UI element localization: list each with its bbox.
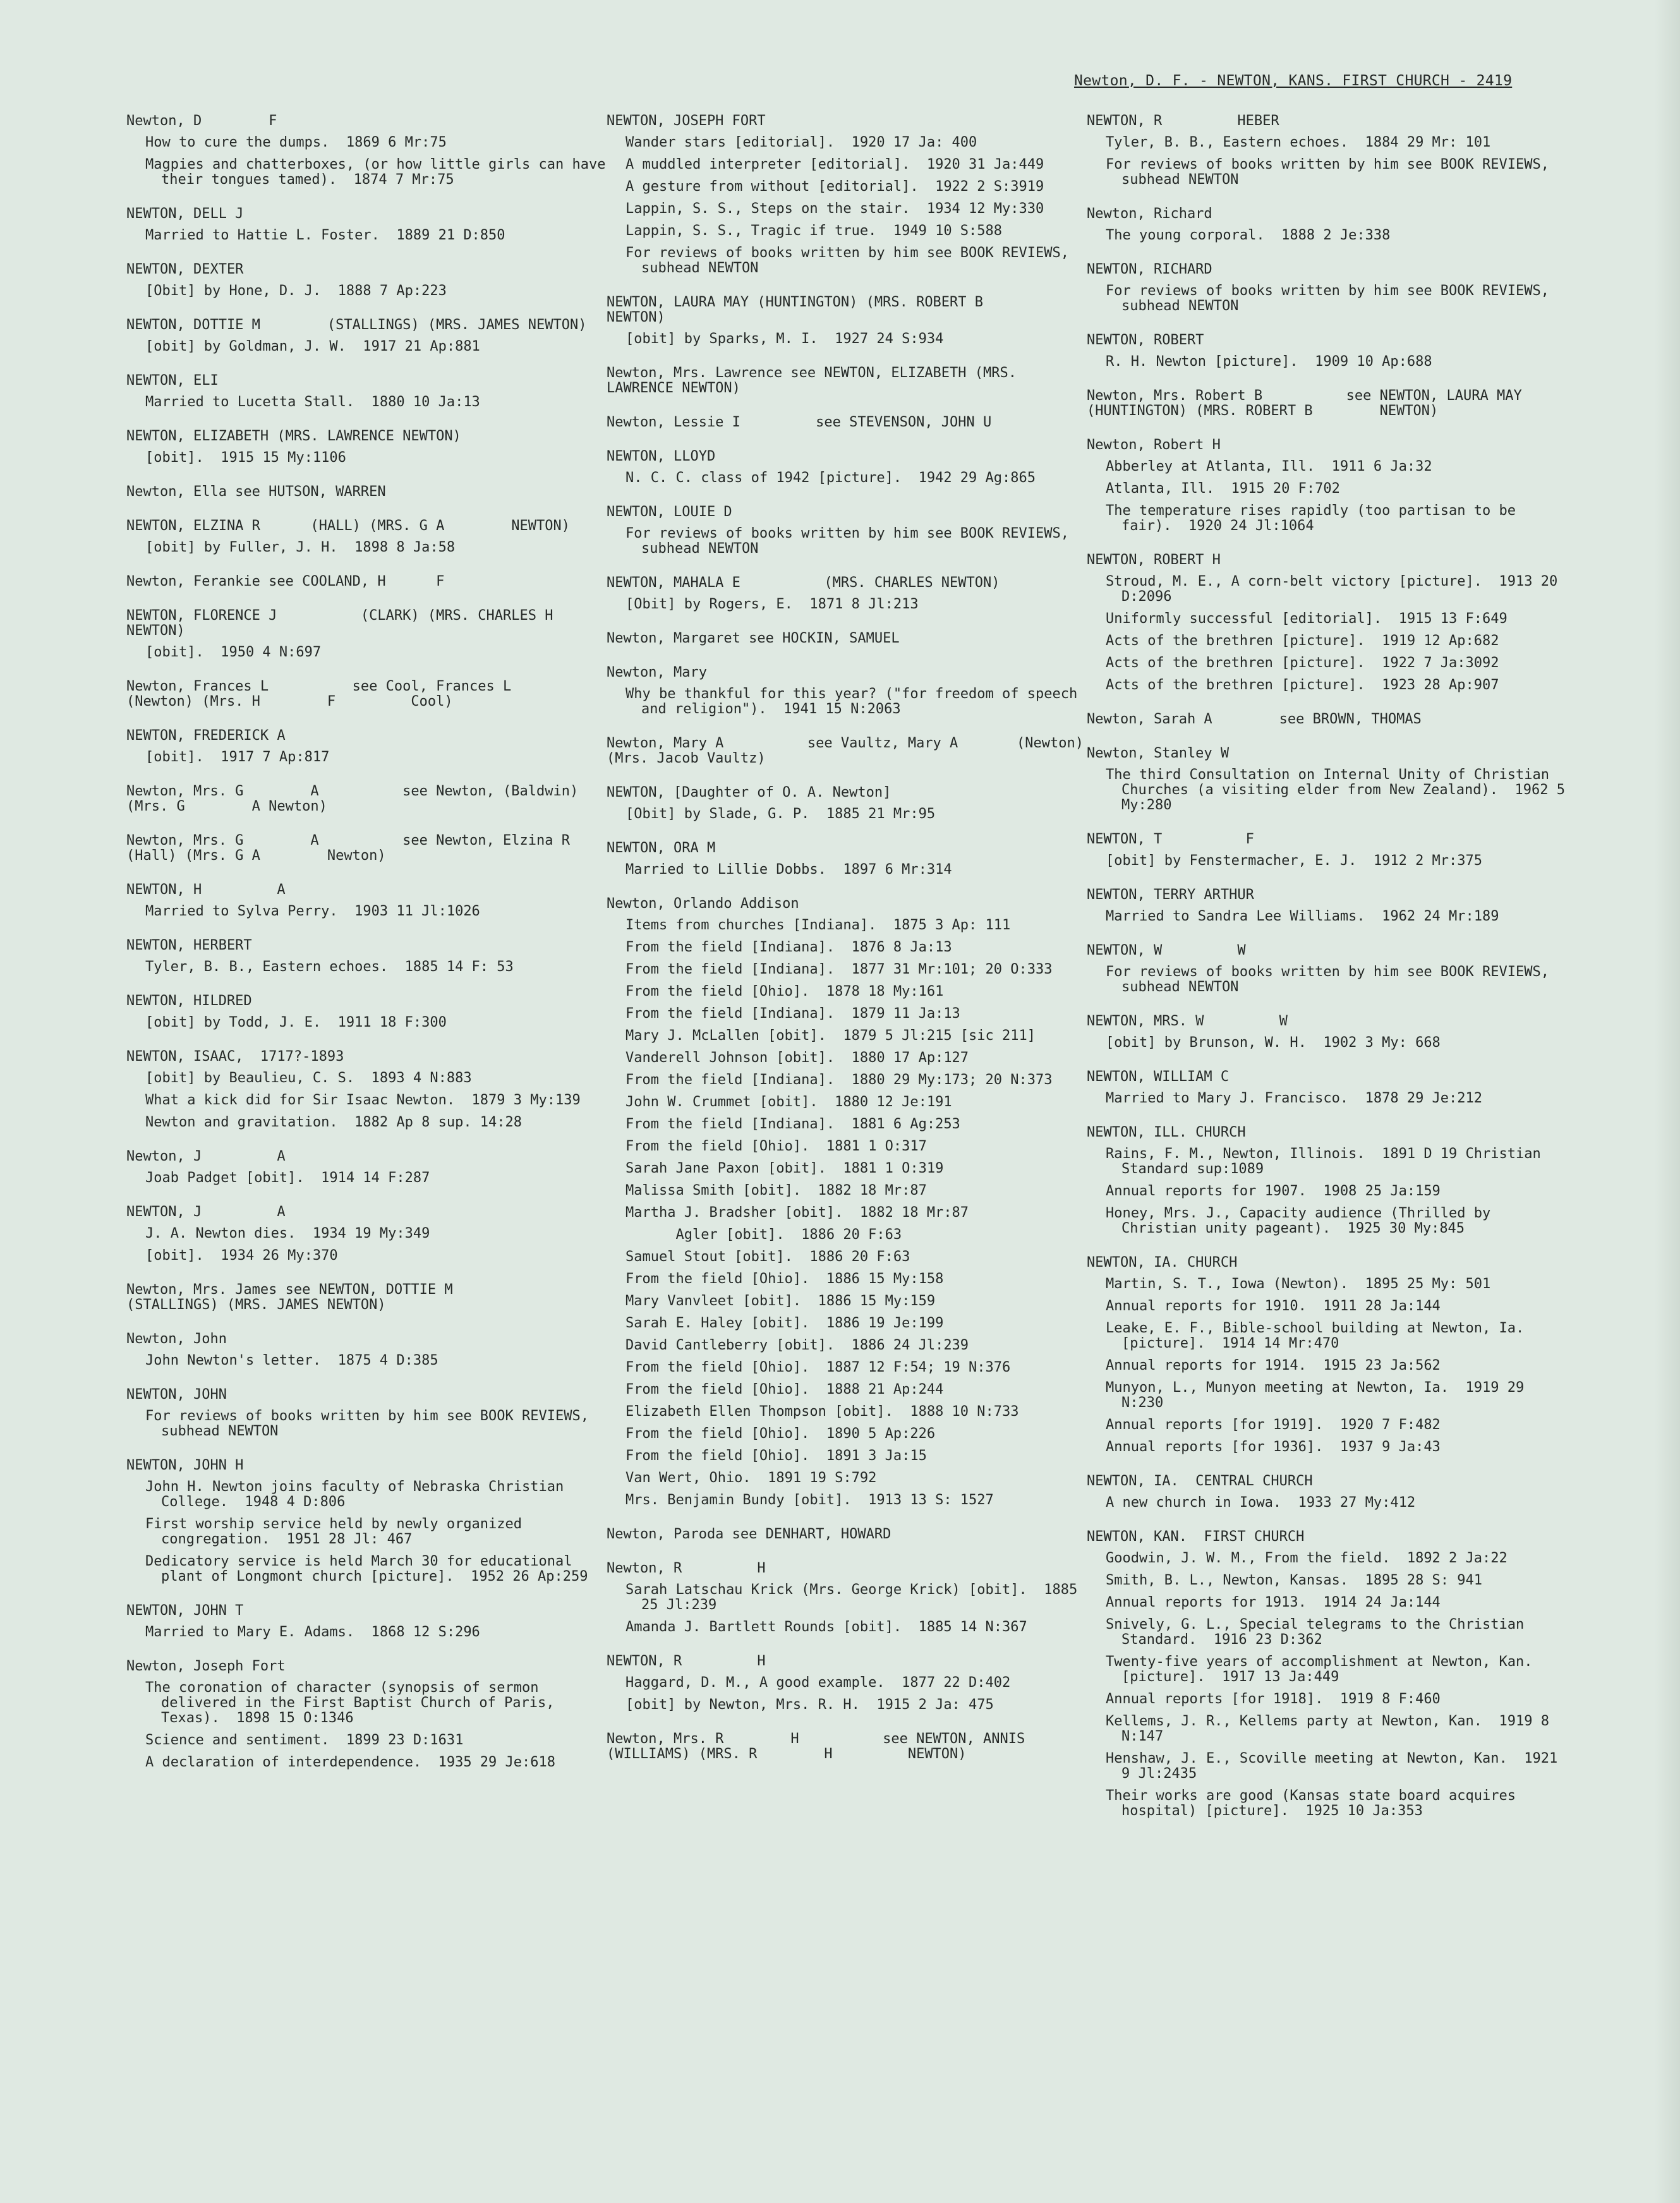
citation: From the field [Ohio]. 1886 15 My:158 (625, 1271, 944, 1287)
entry-heading: NEWTON, ELZINA R (HALL) (MRS. G A NEWTON) (126, 518, 570, 534)
citation: For reviews of books written by him see BOOK REVIEWS, subhead NEWTON (625, 245, 1078, 276)
citation: Lappin, S. S., Steps on the stair. 1934 12 My:330 (625, 201, 1044, 217)
citation: J. A. Newton dies. 1934 19 My:349 (145, 1226, 430, 1241)
citation: [obit]. 1934 26 My:370 (145, 1248, 338, 1264)
entry-heading: NEWTON, DELL J (126, 206, 244, 222)
citation: Sarah Latschau Krick (Mrs. George Krick) [obit]. 1885 25 Jl:239 (625, 1582, 1086, 1613)
citation: Snively, G. L., Special telegrams to the Christian Standard. 1916 23 D:362 (1106, 1617, 1533, 1648)
entry-heading: Newton, Ella see HUTSON, WARREN (126, 484, 386, 500)
entry-heading: NEWTON, KAN. FIRST CHURCH (1087, 1529, 1305, 1545)
entry-heading: Newton, Mary A see Vaultz, Mary A (Newton) (Mrs. Jacob Vaultz) (607, 735, 1092, 766)
citation: Agler [obit]. 1886 20 F:63 (625, 1227, 902, 1243)
citation: For reviews of books written by him see BOOK REVIEWS, subhead NEWTON (625, 526, 1078, 557)
index-entry (126, 938, 607, 975)
citation: Sarah E. Haley [obit]. 1886 19 Je:199 (625, 1315, 944, 1331)
entry-heading: Newton, Orlando Addison (607, 896, 799, 912)
citation: Annual reports for 1914. 1915 23 Ja:562 (1106, 1358, 1441, 1373)
citation: Haggard, D. M., A good example. 1877 22 D:402 (625, 1675, 1011, 1691)
citation: Acts of the brethren [picture]. 1919 12 Ap:682 (1106, 633, 1499, 649)
citation: [obit] by Fuller, J. H. 1898 8 Ja:58 (145, 540, 456, 555)
index-entry (1087, 262, 1567, 314)
index-entry (607, 1527, 1087, 1542)
citation: From the field [Indiana]. 1879 11 Ja:13 (625, 1006, 960, 1022)
entry-heading: NEWTON, MAHALA E (MRS. CHARLES NEWTON) (607, 575, 1000, 591)
citation: A gesture from without [editorial]. 1922 2 S:3919 (625, 179, 1044, 195)
citation: Atlanta, Ill. 1915 20 F:702 (1106, 481, 1340, 497)
citation: Annual reports for 1910. 1911 28 Ja:144 (1106, 1298, 1441, 1314)
index-entry (126, 994, 607, 1030)
citation: Items from churches [Indiana]. 1875 3 Ap: 111 (625, 917, 1011, 933)
citation: Kellems, J. R., Kellems party at Newton, Kan. 1919 8 N:147 (1106, 1713, 1558, 1744)
index-entry (607, 114, 1087, 276)
citation: Smith, B. L., Newton, Kansas. 1895 28 S: 941 (1106, 1572, 1483, 1588)
citation: [obit] by Todd, J. E. 1911 18 F:300 (145, 1015, 447, 1030)
index-entry (1087, 333, 1567, 370)
entry-heading: Newton, J A (126, 1149, 286, 1164)
entry-heading: NEWTON, JOHN T (126, 1603, 244, 1619)
entry-heading: NEWTON, R H (607, 1653, 766, 1669)
entry-heading: NEWTON, DEXTER (126, 262, 244, 277)
citation: Samuel Stout [obit]. 1886 20 F:63 (625, 1249, 910, 1265)
entry-heading: NEWTON, ELI (126, 373, 219, 389)
index-entry (607, 735, 1092, 766)
entry-heading: NEWTON, R HEBER (1087, 113, 1279, 129)
index-entry (1087, 888, 1567, 924)
page-edge-shadow (1655, 0, 1680, 2203)
citation: Dedicatory service is held March 30 for educational plant of Longmont church [picture]. 1952 26 Ap:259 (145, 1554, 588, 1584)
index-entry (607, 366, 1087, 396)
citation: Sarah Jane Paxon [obit]. 1881 1 O:319 (625, 1161, 944, 1176)
index-entry (126, 679, 607, 709)
citation: Rains, F. M., Newton, Illinois. 1891 D 19 Christian Standard sup:1089 (1106, 1146, 1549, 1177)
citation: Mrs. Benjamin Bundy [obit]. 1913 13 S: 1527 (625, 1492, 994, 1508)
citation: Married to Lucetta Stall. 1880 10 Ja:13 (145, 394, 480, 410)
entry-heading: Newton, Mrs. Robert B see NEWTON, LAURA MAY (HUNTINGTON) (MRS. ROBERT B NEWTON) (1087, 388, 1530, 419)
entry-heading: NEWTON, LOUIE D (607, 504, 732, 520)
entry-heading: NEWTON, W W (1087, 943, 1246, 958)
citation: Newton and gravitation. 1882 Ap 8 sup. 14:28 (145, 1114, 523, 1130)
index-entry (126, 1205, 607, 1264)
citation: Joab Padget [obit]. 1914 14 F:287 (145, 1170, 430, 1186)
citation: Amanda J. Bartlett Rounds [obit]. 1885 14 N:367 (625, 1619, 1027, 1635)
entry-heading: NEWTON, JOSEPH FORT (607, 113, 766, 129)
entry-heading: NEWTON, ILL. CHURCH (1087, 1125, 1246, 1140)
entry-heading: Newton, R H (607, 1560, 766, 1576)
entry-heading: Newton, Paroda see DENHART, HOWARD (607, 1526, 891, 1542)
citation: R. H. Newton [picture]. 1909 10 Ap:688 (1106, 354, 1432, 370)
index-entry (126, 262, 607, 299)
entry-heading: NEWTON, TERRY ARTHUR (1087, 887, 1254, 903)
citation: From the field [Ohio]. 1881 1 O:317 (625, 1138, 927, 1154)
index-entry (126, 1149, 607, 1186)
citation: [Obit] by Slade, G. P. 1885 21 Mr:95 (625, 806, 936, 822)
index-entry (126, 1387, 607, 1439)
entry-heading: Newton, Robert H (1087, 437, 1221, 453)
citation: Goodwin, J. W. M., From the field. 1892 2 Ja:22 (1106, 1550, 1508, 1566)
entry-heading: NEWTON, HILDRED (126, 993, 252, 1009)
citation: [obit] by Newton, Mrs. R. H. 1915 2 Ja: 475 (625, 1697, 994, 1713)
entry-heading: Newton, Joseph Fort (126, 1658, 286, 1674)
index-entry (1087, 943, 1567, 995)
citation: Mary Vanvleet [obit]. 1886 15 My:159 (625, 1293, 936, 1309)
index-entry (126, 833, 637, 864)
citation: John H. Newton joins faculty of Nebraska Christian College. 1948 4 D:806 (145, 1479, 572, 1510)
index-column-3 (1087, 113, 1574, 1838)
citation: [obit]. 1915 15 My:1106 (145, 450, 346, 466)
citation: From the field [Ohio]. 1878 18 My:161 (625, 984, 944, 999)
entry-heading: NEWTON, ORA M (607, 840, 716, 856)
citation: Annual reports for 1913. 1914 24 Ja:144 (1106, 1595, 1441, 1610)
index-entry (126, 883, 607, 919)
entry-heading: NEWTON, WILLIAM C (1087, 1069, 1230, 1085)
citation: Married to Sandra Lee Williams. 1962 24 Mr:189 (1106, 908, 1499, 924)
citation: [Obit] by Hone, D. J. 1888 7 Ap:223 (145, 283, 447, 299)
index-entry (126, 574, 607, 589)
citation: Acts of the brethren [picture]. 1923 28 Ap:907 (1106, 677, 1499, 693)
index-entry (126, 784, 607, 814)
index-entry (1087, 553, 1567, 693)
citation: For reviews of books written by him see BOOK REVIEWS, subhead NEWTON (145, 1408, 598, 1439)
index-entry (126, 1049, 607, 1130)
citation: Acts of the brethren [picture]. 1922 7 Ja:3092 (1106, 655, 1499, 671)
entry-heading: Newton, Mary (607, 665, 707, 680)
citation: From the field [Ohio]. 1888 21 Ap:244 (625, 1382, 944, 1397)
citation: Henshaw, J. E., Scoville meeting at Newton, Kan. 1921 9 Jl:2435 (1106, 1751, 1566, 1782)
index-entry (607, 785, 1087, 822)
running-head: Newton, D. F. - NEWTON, KANS. FIRST CHURCH - 2419 (1074, 73, 1513, 89)
index-entry (607, 576, 1087, 612)
index-entry (1087, 1070, 1567, 1106)
index-entry (607, 415, 1087, 430)
citation: Martin, S. T., Iowa (Newton). 1895 25 My: 501 (1106, 1276, 1491, 1292)
citation: Why be thankful for this year? ("for freedom of speech and religion"). 1941 15 N:2063 (625, 686, 1086, 717)
citation: Annual reports [for 1936]. 1937 9 Ja:43 (1106, 1439, 1441, 1455)
index-entry (126, 373, 607, 410)
citation: The third Consultation on Internal Unity of Christian Churches (a visiting elder from New Zealand). 1962 5 My:280 (1106, 767, 1574, 813)
entry-heading: NEWTON, ISAAC, 1717?-1893 (126, 1049, 344, 1065)
index-entry (126, 728, 607, 765)
citation: [obit] by Goldman, J. W. 1917 21 Ap:881 (145, 339, 480, 354)
index-entry (126, 1603, 607, 1640)
entry-heading: NEWTON, T F (1087, 831, 1254, 847)
entry-heading: Newton, Lessie I see STEVENSON, JOHN U (607, 414, 992, 430)
citation: Malissa Smith [obit]. 1882 18 Mr:87 (625, 1183, 927, 1198)
citation: [obit]. 1950 4 N:697 (145, 644, 322, 660)
entry-heading: Newton, Frances L see Cool, Frances L (Newton) (Mrs. H F Cool) (126, 679, 570, 709)
index-entry (1087, 114, 1567, 188)
citation: Married to Hattie L. Foster. 1889 21 D:850 (145, 227, 505, 243)
citation: Tyler, B. B., Eastern echoes. 1885 14 F: 53 (145, 959, 514, 975)
index-entry (126, 113, 614, 188)
index-entry (607, 1732, 1087, 1762)
citation: [obit] by Fenstermacher, E. J. 1912 2 Mr:375 (1106, 853, 1483, 869)
entry-heading: NEWTON, J A (126, 1204, 286, 1220)
citation: The coronation of character (synopsis of sermon delivered in the First Baptist Church of Paris, Texas). 1898 15 O:1346 (145, 1680, 563, 1726)
index-entry (1087, 1530, 1567, 1819)
entry-heading: Newton, Mrs. R H see NEWTON, ANNIS (WILLIAMS) (MRS. R H NEWTON) (607, 1731, 1034, 1762)
entry-heading: NEWTON, ELIZABETH (MRS. LAWRENCE NEWTON) (126, 428, 461, 444)
citation: David Cantleberry [obit]. 1886 24 Jl:239 (625, 1337, 969, 1353)
citation: A muddled interpreter [editorial]. 1920 31 Ja:449 (625, 157, 1044, 172)
index-entry (607, 896, 1087, 1508)
index-entry (126, 207, 607, 243)
entry-heading: NEWTON, IA. CENTRAL CHURCH (1087, 1473, 1313, 1489)
citation: Their works are good (Kansas state board acquires hospital) [picture]. 1925 10 Ja:353 (1106, 1788, 1525, 1819)
citation: [obit] by Sparks, M. I. 1927 24 S:934 (625, 331, 944, 347)
citation: A declaration of interdependence. 1935 29 Je:618 (145, 1754, 556, 1770)
citation: Married to Mary J. Francisco. 1878 29 Je:212 (1106, 1090, 1483, 1106)
citation: Married to Sylva Perry. 1903 11 Jl:1026 (145, 903, 480, 919)
entry-heading: NEWTON, RICHARD (1087, 262, 1212, 277)
citation: Twenty-five years of accomplishment at Newton, Kan. [picture]. 1917 13 Ja:449 (1106, 1654, 1541, 1685)
citation: Van Wert, Ohio. 1891 19 S:792 (625, 1470, 877, 1486)
entry-heading: NEWTON, [Daughter of O. A. Newton] (607, 785, 891, 800)
citation: N. C. C. class of 1942 [picture]. 1942 29 Ag:865 (625, 470, 1036, 486)
index-column-1 (126, 113, 637, 1789)
entry-heading: NEWTON, ROBERT H (1087, 552, 1221, 568)
citation: From the field [Indiana]. 1880 29 My:173; 20 N:373 (625, 1072, 1053, 1088)
citation: Vanderell Johnson [obit]. 1880 17 Ap:127 (625, 1050, 969, 1066)
entry-heading: NEWTON, FREDERICK A (126, 728, 286, 744)
index-entry (607, 505, 1087, 557)
entry-heading: Newton, John (126, 1331, 227, 1347)
entry-heading: Newton, Mrs. G A see Newton, Elzina R (Hall) (Mrs. G A Newton) (126, 833, 637, 864)
entry-heading: NEWTON, JOHN H (126, 1458, 244, 1473)
citation: Magpies and chatterboxes, (or how little girls can have their tongues tamed). 1874 7 Mr:75 (145, 157, 614, 188)
entry-heading: NEWTON, IA. CHURCH (1087, 1255, 1238, 1270)
entry-heading: NEWTON, H A (126, 882, 286, 898)
entry-heading: Newton, Stanley W (1087, 745, 1230, 761)
index-entry (607, 449, 1087, 486)
citation: Wander stars [editorial]. 1920 17 Ja: 400 (625, 135, 977, 150)
index-entry (1087, 1474, 1567, 1511)
citation: Elizabeth Ellen Thompson [obit]. 1888 10 N:733 (625, 1404, 1019, 1420)
citation: The temperature rises rapidly (too partisan to be fair). 1920 24 Jl:1064 (1106, 503, 1525, 534)
index-entry (607, 1561, 1087, 1635)
entry-heading: NEWTON, HERBERT (126, 938, 252, 953)
citation: [Obit] by Rogers, E. 1871 8 Jl:213 (625, 596, 919, 612)
index-entry (607, 1654, 1087, 1713)
entry-heading: NEWTON, ROBERT (1087, 332, 1204, 348)
citation: From the field [Indiana]. 1877 31 Mr:101; 20 O:333 (625, 962, 1053, 977)
index-entry (607, 841, 1087, 878)
index-entry (126, 1283, 607, 1313)
index-entry (1087, 1125, 1567, 1236)
entry-heading: Newton, Mrs. James see NEWTON, DOTTIE M (STALLINGS) (MRS. JAMES NEWTON) (126, 1282, 520, 1313)
index-entry (126, 429, 607, 466)
citation: Mary J. McLallen [obit]. 1879 5 Jl:215 [sic 211] (625, 1028, 1036, 1044)
citation: For reviews of books written by him see BOOK REVIEWS, subhead NEWTON (1106, 157, 1558, 188)
entry-heading: Newton, Margaret see HOCKIN, SAMUEL (607, 631, 900, 646)
entry-heading: Newton, Richard (1087, 206, 1212, 222)
index-entry (126, 485, 607, 500)
citation: The young corporal. 1888 2 Je:338 (1106, 227, 1391, 243)
entry-heading: Newton, Sarah A see BROWN, THOMAS (1087, 711, 1422, 727)
citation: Lappin, S. S., Tragic if true. 1949 10 S:588 (625, 223, 1003, 239)
citation: Honey, Mrs. J., Capacity audience (Thrilled by Christian unity pageant). 1925 30 My:845 (1106, 1205, 1499, 1236)
citation: Munyon, L., Munyon meeting at Newton, Ia. 1919 29 N:230 (1106, 1380, 1533, 1411)
entry-heading: Newton, Mrs. G A see Newton, (Baldwin) (Mrs. G A Newton) (126, 783, 587, 814)
entry-heading: NEWTON, LLOYD (607, 449, 716, 464)
citation: For reviews of books written by him see BOOK REVIEWS, subhead NEWTON (1106, 283, 1558, 314)
index-entry (1087, 745, 1574, 813)
citation: Annual reports for 1907. 1908 25 Ja:159 (1106, 1183, 1441, 1199)
index-entry (1087, 207, 1567, 243)
index-entry (126, 1332, 607, 1368)
index-entry (1087, 832, 1567, 869)
citation: From the field [Ohio]. 1887 12 F:54; 19 N:376 (625, 1360, 1011, 1375)
citation: Martha J. Bradsher [obit]. 1882 18 Mr:87 (625, 1205, 969, 1221)
index-entry (1087, 1255, 1567, 1455)
citation: What a kick did for Sir Isaac Newton. 1879 3 My:139 (145, 1092, 581, 1108)
index-entry (1087, 389, 1567, 419)
citation: Married to Mary E. Adams. 1868 12 S:296 (145, 1624, 480, 1640)
index-entry (607, 631, 1087, 646)
citation: Annual reports [for 1918]. 1919 8 F:460 (1106, 1691, 1441, 1707)
index-entry (607, 295, 1087, 347)
citation: From the field [Indiana]. 1876 8 Ja:13 (625, 939, 952, 955)
index-entry (126, 1458, 607, 1584)
index-entry (126, 608, 637, 660)
citation: A new church in Iowa. 1933 27 My:412 (1106, 1495, 1416, 1511)
entry-heading: NEWTON, LAURA MAY (HUNTINGTON) (MRS. ROBERT B NEWTON) (607, 294, 1050, 325)
entry-heading: NEWTON, MRS. W W (1087, 1013, 1288, 1029)
citation: Stroud, M. E., A corn-belt victory [picture]. 1913 20 D:2096 (1106, 574, 1566, 605)
citation: From the field [Ohio]. 1890 5 Ap:226 (625, 1426, 936, 1442)
index-entry (1087, 712, 1567, 727)
entry-heading: Newton, Ferankie see COOLAND, H F (126, 574, 445, 589)
index-column-2 (607, 113, 1092, 1781)
citation: Abberley at Atlanta, Ill. 1911 6 Ja:32 (1106, 459, 1432, 474)
index-entry (1087, 438, 1567, 534)
entry-heading: Newton, D F (126, 113, 277, 129)
citation: Leake, E. F., Bible-school building at Newton, Ia. [picture]. 1914 14 Mr:470 (1106, 1320, 1533, 1351)
entry-heading: Newton, Mrs. Lawrence see NEWTON, ELIZABETH (MRS. LAWRENCE NEWTON) (607, 365, 1025, 396)
citation: [obit] by Beaulieu, C. S. 1893 4 N:883 (145, 1070, 472, 1086)
index-entry (126, 1659, 607, 1770)
citation: Annual reports [for 1919]. 1920 7 F:482 (1106, 1417, 1441, 1433)
index-entry (126, 519, 607, 555)
citation: [obit] by Brunson, W. H. 1902 3 My: 668 (1106, 1035, 1441, 1051)
entry-heading: NEWTON, DOTTIE M (STALLINGS) (MRS. JAMES NEWTON) (126, 317, 587, 333)
citation: From the field [Indiana]. 1881 6 Ag:253 (625, 1116, 960, 1132)
citation: For reviews of books written by him see BOOK REVIEWS, subhead NEWTON (1106, 964, 1558, 995)
entry-heading: NEWTON, JOHN (126, 1387, 227, 1403)
entry-heading: NEWTON, FLORENCE J (CLARK) (MRS. CHARLES H NEWTON) (126, 608, 637, 639)
citation: John Newton's letter. 1875 4 D:385 (145, 1353, 438, 1368)
citation: How to cure the dumps. 1869 6 Mr:75 (145, 135, 447, 150)
citation: Science and sentiment. 1899 23 D:1631 (145, 1732, 464, 1748)
citation: From the field [Ohio]. 1891 3 Ja:15 (625, 1448, 927, 1464)
index-entry (607, 665, 1087, 717)
index-entry (1087, 1014, 1567, 1051)
index-entry (126, 318, 607, 354)
citation: Married to Lillie Dobbs. 1897 6 Mr:314 (625, 862, 952, 878)
citation: John W. Crummet [obit]. 1880 12 Je:191 (625, 1094, 952, 1110)
citation: First worship service held by newly organized congregation. 1951 28 Jl: 467 (145, 1516, 531, 1547)
citation: Uniformly successful [editorial]. 1915 13 F:649 (1106, 611, 1508, 627)
citation: Tyler, B. B., Eastern echoes. 1884 29 Mr: 101 (1106, 135, 1491, 150)
citation: [obit]. 1917 7 Ap:817 (145, 749, 330, 765)
